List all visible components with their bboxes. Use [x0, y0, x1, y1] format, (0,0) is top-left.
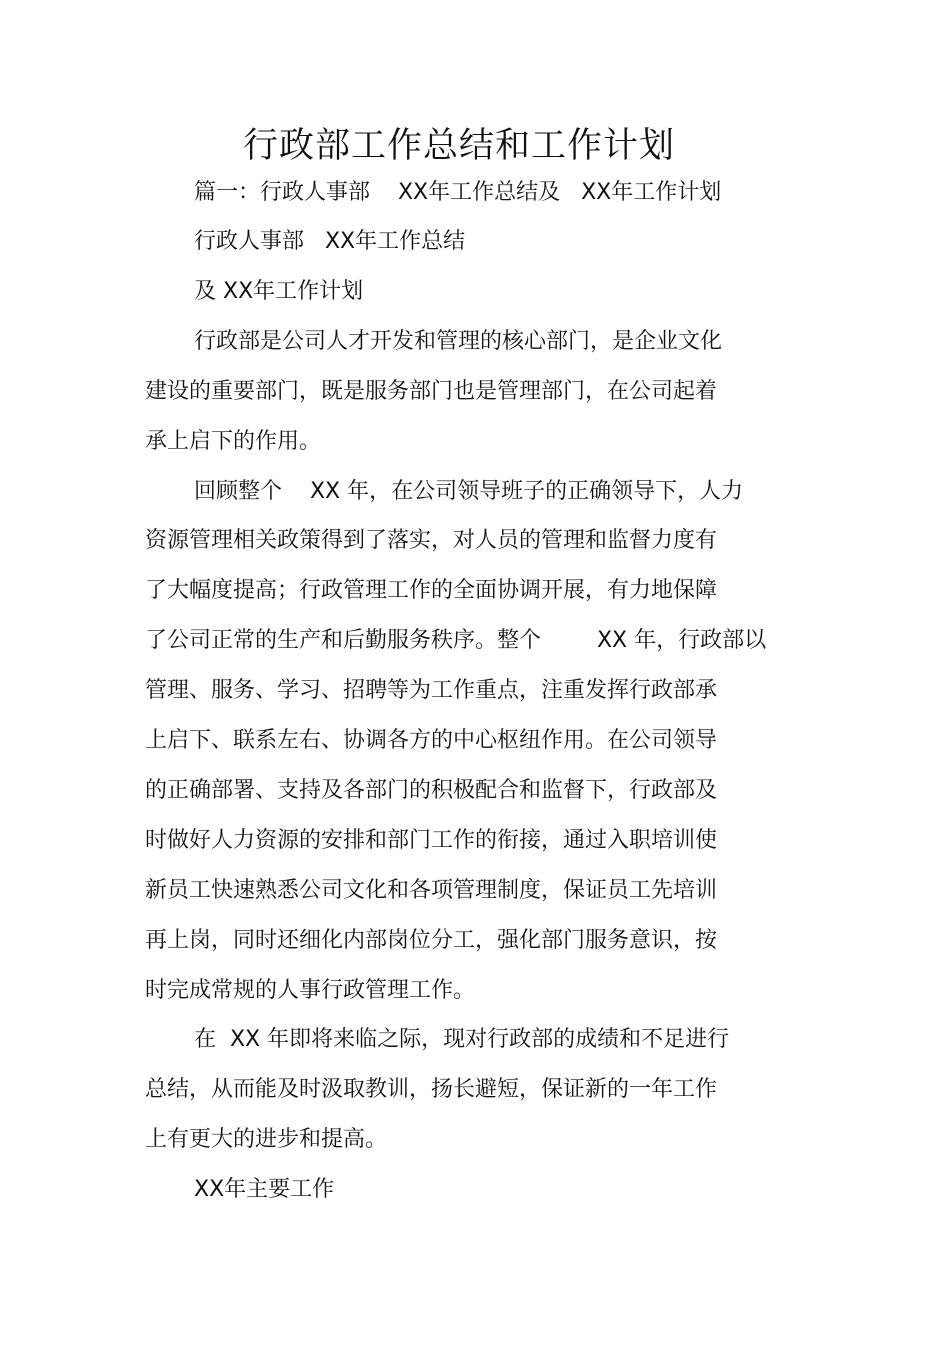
paragraph-line: 管理、服务、学习、招聘等为工作重点，注重发挥行政部承	[145, 678, 718, 703]
section-heading: XX年主要工作	[194, 1177, 335, 1202]
paragraph-line: 再上岗，同时还细化内部岗位分工，强化部门服务意识，按	[145, 928, 718, 953]
paragraph-line: 上有更大的进步和提高。	[145, 1127, 388, 1152]
document-title: 行政部工作总结和工作计划	[242, 126, 675, 166]
paragraph-line: 资源管理相关政策得到了落实，对人员的管理和监督力度有	[145, 528, 718, 553]
paragraph-line: 的正确部署、支持及各部门的积极配合和监督下，行政部及	[145, 778, 718, 803]
paragraph-line: 在 XX 年即将来临之际，现对行政部的成绩和不足进行	[194, 1027, 730, 1052]
paragraph-line: 时做好人力资源的安排和部门工作的衔接，通过入职培训使	[145, 828, 718, 853]
section-heading: 篇一：行政人事部 XX年工作总结及 XX年工作计划	[194, 180, 722, 205]
paragraph-line: 行政部是公司人才开发和管理的核心部门，是企业文化	[194, 329, 723, 354]
paragraph-line: 新员工快速熟悉公司文化和各项管理制度，保证员工先培训	[145, 878, 718, 903]
sub-heading: 及 XX年工作计划	[194, 279, 364, 304]
paragraph-line: 承上启下的作用。	[145, 429, 322, 454]
paragraph-line: 了公司正常的生产和后勤服务秩序。整个 XX 年，行政部以	[145, 628, 767, 653]
sub-heading: 行政人事部 XX年工作总结	[194, 229, 466, 254]
paragraph-line: 总结，从而能及时汲取教训，扬长避短，保证新的一年工作	[145, 1077, 718, 1102]
paragraph-line: 时完成常规的人事行政管理工作。	[145, 978, 476, 1003]
paragraph-line: 建设的重要部门，既是服务部门也是管理部门，在公司起着	[145, 379, 718, 404]
paragraph-line: 回顾整个 XX 年，在公司领导班子的正确领导下，人力	[194, 479, 744, 504]
paragraph-line: 上启下、联系左右、协调各方的中心枢纽作用。在公司领导	[145, 728, 718, 753]
paragraph-line: 了大幅度提高；行政管理工作的全面协调开展，有力地保障	[145, 578, 718, 603]
